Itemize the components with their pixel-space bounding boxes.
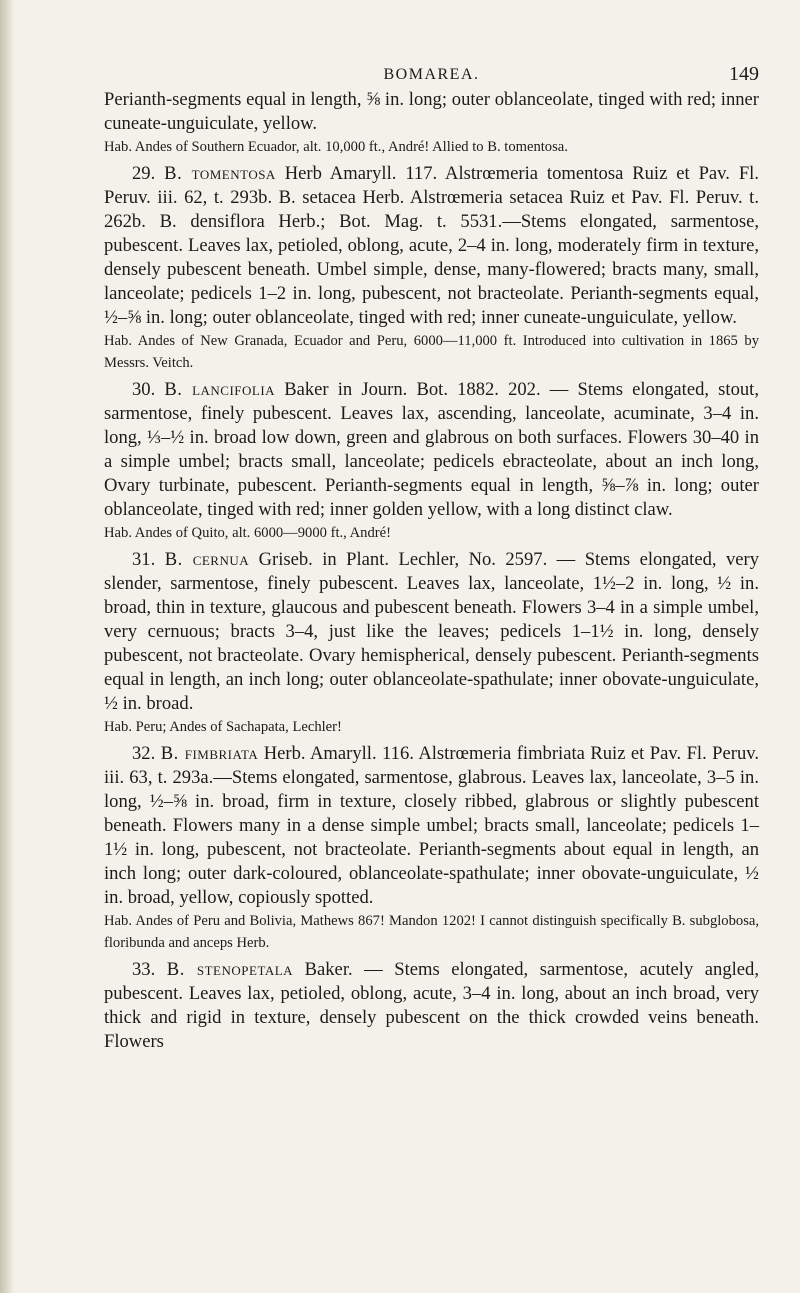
entry-number: 29. [132, 163, 156, 184]
species-entry-31 [104, 548, 759, 716]
entry-text: Herb Amaryll. 117. Alstrœmeria tomentosa Ruiz et Pav. Fl. Peruv. iii. 62, t. 293b. B. setacea Herb. Alstrœmeria setacea Ruiz et Pav. Fl. Peruv. t. 262b. B. densiflora Herb.; Bot. Mag. t. 5531.—Stems elongated, sarmentose, pubescent. Leaves lax, petioled, oblong, acute, 2–4 in. long, moderately firm in texture, densely pubescent beneath. Umbel simple, dense, many-flowered; bracts many, small, lanceolate; pedicels 1–2 in. long, pubescent, not bracteolate. Perianth-segments equal, ½–⅝ in. long; outer oblanceolate, tinged with red; inner cuneate-unguiculate, yellow. [104, 163, 759, 328]
page [104, 58, 759, 1054]
book-spine-shadow [0, 0, 14, 1293]
entry-text: Baker in Journ. Bot. 1882. 202. — Stems elongated, stout, sarmentose, finely pubescent. Leaves lax, ascending, lanceolate, acuminate, 3–4 in. long, ⅓–½ in. broad low down, green and glabrous on both surfaces. Flowers 30–40 in a simple umbel; bracts small, lanceolate; pedicels ebracteolate, about an inch long, Ovary turbinate, pubescent. Perianth-segments equal in length, ⅝–⅞ in. long; outer oblanceolate, tinged with red; inner golden yellow, with a long distinct claw. [104, 379, 759, 520]
running-head: BOMAREA. [383, 66, 480, 83]
species-name: B. tomentosa [164, 163, 276, 184]
paragraph-continuation: Perianth-segments equal in length, ⅝ in. long; outer oblanceolate, tinged with red; inner cuneate-unguiculate, yellow. [104, 89, 759, 134]
habitat-note: Hab. Peru; Andes of Sachapata, Lechler! [104, 719, 342, 735]
habitat-note: Hab. Andes of Southern Ecuador, alt. 10,000 ft., André! Allied to B. tomentosa. [104, 139, 568, 155]
entry-text: Griseb. in Plant. Lechler, No. 2597. — Stems elongated, very slender, sarmentose, finely pubescent. Leaves lax, lanceolate, 1½–2 in. long, ½ in. broad, thin in texture, glaucous and pubescent beneath. Flowers 3–4 in a simple umbel, very cernuous; bracts 3–4, just like the leaves; pedicels 1–1½ in. long, densely pubescent, not bracteolate. Ovary hemispherical, densely pubescent. Perianth-segments equal in length, an inch long; outer oblanceolate-spathulate; inner obovate-unguiculate, ½ in. broad. [104, 549, 759, 714]
habitat-note: Hab. Andes of Quito, alt. 6000—9000 ft., André! [104, 525, 391, 541]
species-entry-33 [104, 958, 759, 1054]
species-name: B. fimbriata [160, 743, 259, 764]
page-header [104, 58, 759, 88]
species-entry-29 [104, 162, 759, 330]
entry-number: 31. [132, 549, 156, 570]
species-entry-32 [104, 742, 759, 910]
entry-text: Herb. Amaryll. 116. Alstrœmeria fimbriata Ruiz et Pav. Fl. Peruv. iii. 63, t. 293a.—Stems elongated, sarmentose, glabrous. Leaves lax, lanceolate, 3–5 in. long, ½–⅝ in. broad, firm in texture, closely ribbed, glabrous or slightly pubescent beneath. Flowers many in a dense simple umbel; bracts small, lanceolate; pedicels 1–1½ in. long, pubescent, not bracteolate. Perianth-segments about equal in length, an inch long; outer dark-coloured, oblanceolate-spathulate; inner obovate-unguiculate, ½ in. broad, yellow, copiously spotted. [104, 743, 760, 908]
species-name: B. lancifolia [164, 379, 276, 400]
entry-number: 33. [132, 959, 156, 980]
entry-text: Baker. — Stems elongated, sarmentose, acutely angled, pubescent. Leaves lax, petioled, oblong, acute, 3–4 in. long, about an inch broad, very thick and rigid in texture, densely pubescent on the thick crowded veins beneath. Flowers [104, 959, 759, 1052]
species-entry-30 [104, 378, 759, 522]
habitat-note: Hab. Andes of New Granada, Ecuador and Peru, 6000—11,000 ft. Introduced into cultivation in 1865 by Messrs. Veitch. [104, 333, 759, 371]
entry-number: 30. [132, 379, 156, 400]
species-name: B. stenopetala [166, 959, 294, 980]
entry-number: 32. [132, 743, 156, 764]
habitat-note: Hab. Andes of Peru and Bolivia, Mathews 867! Mandon 1202! I cannot distinguish specifically B. subglobosa, floribunda and anceps Herb. [104, 913, 759, 951]
page-number: 149 [729, 63, 759, 85]
species-name: B. cernua [164, 549, 250, 570]
